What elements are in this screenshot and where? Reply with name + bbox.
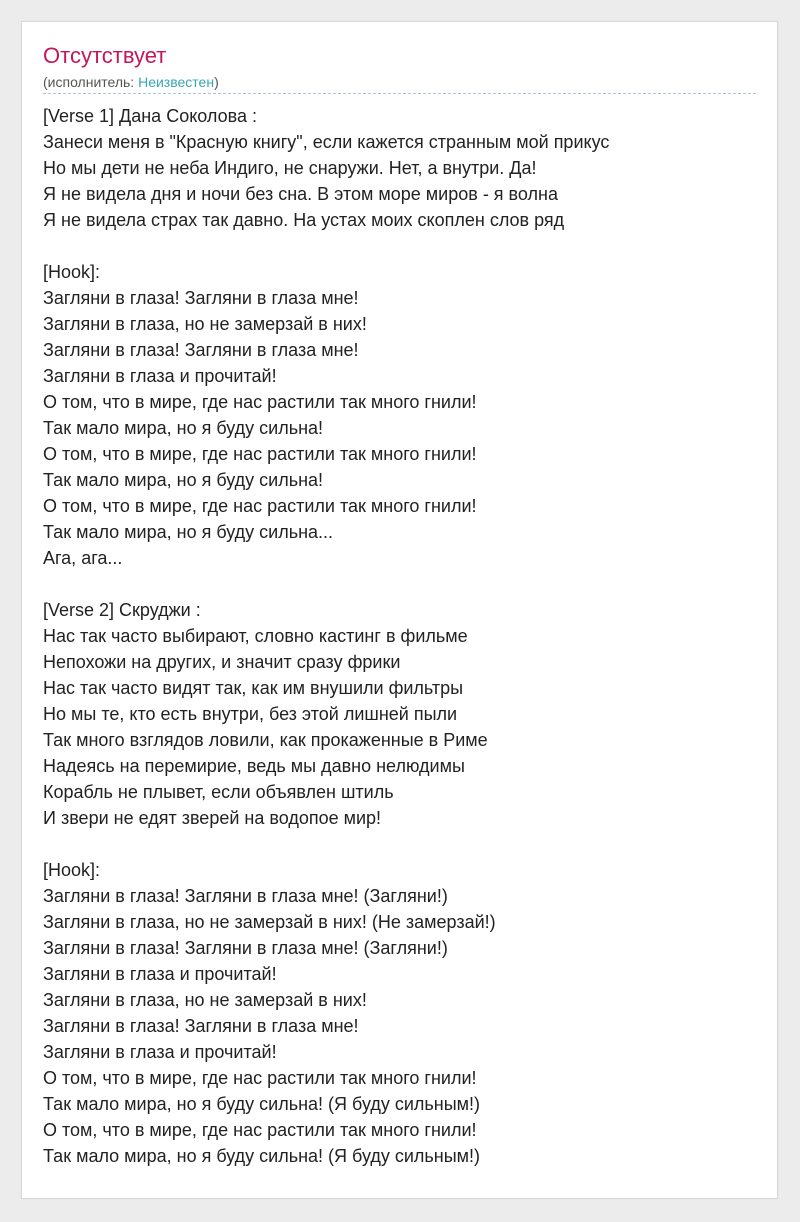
lyric-line: О том, что в мире, где нас растили так много гнили! [43, 444, 477, 464]
lyric-line: Загляни в глаза, но не замерзай в них! [43, 990, 367, 1010]
lyric-line: Загляни в глаза! Загляни в глаза мне! (Загляни!) [43, 938, 448, 958]
lyric-line: Загляни в глаза! Загляни в глаза мне! (Загляни!) [43, 886, 448, 906]
lyric-line: [Verse 2] Скруджи : [43, 600, 201, 620]
lyric-line: Загляни в глаза и прочитай! [43, 366, 277, 386]
artist-prefix: (исполнитель: [43, 74, 139, 90]
lyric-line: Так много взглядов ловили, как прокаженные в Риме [43, 730, 488, 750]
lyric-line: И звери не едят зверей на водопое мир! [43, 808, 382, 828]
lyric-line: Так мало мира, но я буду сильна... [43, 522, 334, 542]
lyric-line [43, 571, 758, 597]
title-divider [43, 93, 756, 94]
lyric-line: Загляни в глаза! Загляни в глаза мне! [43, 288, 359, 308]
lyric-line: Занеси меня в "Красную книгу", если кажется странным мой прикус [43, 132, 610, 152]
lyric-line: О том, что в мире, где нас растили так много гнили! [43, 1120, 477, 1140]
song-title: Отсутствует [43, 43, 167, 68]
lyric-line: Загляни в глаза, но не замерзай в них! [43, 314, 367, 334]
lyric-line: [Verse 1] Дана Соколова : [43, 106, 257, 126]
lyric-line: Корабль не плывет, если объявлен штиль [43, 782, 394, 802]
lyric-line: Так мало мира, но я буду сильна! [43, 418, 324, 438]
lyric-line: Я не видела страх так давно. На устах моих скоплен слов ряд [43, 210, 565, 230]
lyric-line: Загляни в глаза, но не замерзай в них! (Не замерзай!) [43, 912, 496, 932]
lyric-line: Нас так часто выбирают, словно кастинг в фильме [43, 626, 468, 646]
lyrics-text [43, 103, 758, 1169]
lyric-line: Но мы те, кто есть внутри, без этой лишней пыли [43, 704, 458, 724]
artist-suffix: ) [214, 74, 219, 90]
lyric-line: О том, что в мире, где нас растили так много гнили! [43, 496, 477, 516]
lyrics-card [21, 21, 778, 1199]
lyric-line: Так мало мира, но я буду сильна! (Я буду сильным!) [43, 1094, 481, 1114]
lyric-line: Нас так часто видят так, как им внушили фильтры [43, 678, 464, 698]
lyric-line: Так мало мира, но я буду сильна! (Я буду сильным!) [43, 1146, 481, 1166]
lyric-line: Непохожи на других, и значит сразу фрики [43, 652, 401, 672]
lyric-line: Загляни в глаза! Загляни в глаза мне! [43, 340, 359, 360]
lyric-line: Но мы дети не неба Индиго, не снаружи. Нет, а внутри. Да! [43, 158, 537, 178]
lyric-line: [Hook]: [43, 262, 101, 282]
lyric-line: Надеясь на перемирие, ведь мы давно нелюдимы [43, 756, 465, 776]
artist-line [43, 73, 219, 91]
lyric-line: Ага, ага... [43, 548, 123, 568]
lyric-line [43, 233, 758, 259]
lyric-line: Загляни в глаза и прочитай! [43, 964, 277, 984]
lyric-line: [Hook]: [43, 860, 101, 880]
lyric-line: Так мало мира, но я буду сильна! [43, 470, 324, 490]
lyric-line: Загляни в глаза и прочитай! [43, 1042, 277, 1062]
lyric-line [43, 831, 758, 857]
lyric-line: Я не видела дня и ночи без сна. В этом море миров - я волна [43, 184, 558, 204]
artist-link[interactable]: Неизвестен [138, 74, 215, 90]
lyric-line: О том, что в мире, где нас растили так много гнили! [43, 392, 477, 412]
lyric-line: О том, что в мире, где нас растили так много гнили! [43, 1068, 477, 1088]
lyric-line: Загляни в глаза! Загляни в глаза мне! [43, 1016, 359, 1036]
